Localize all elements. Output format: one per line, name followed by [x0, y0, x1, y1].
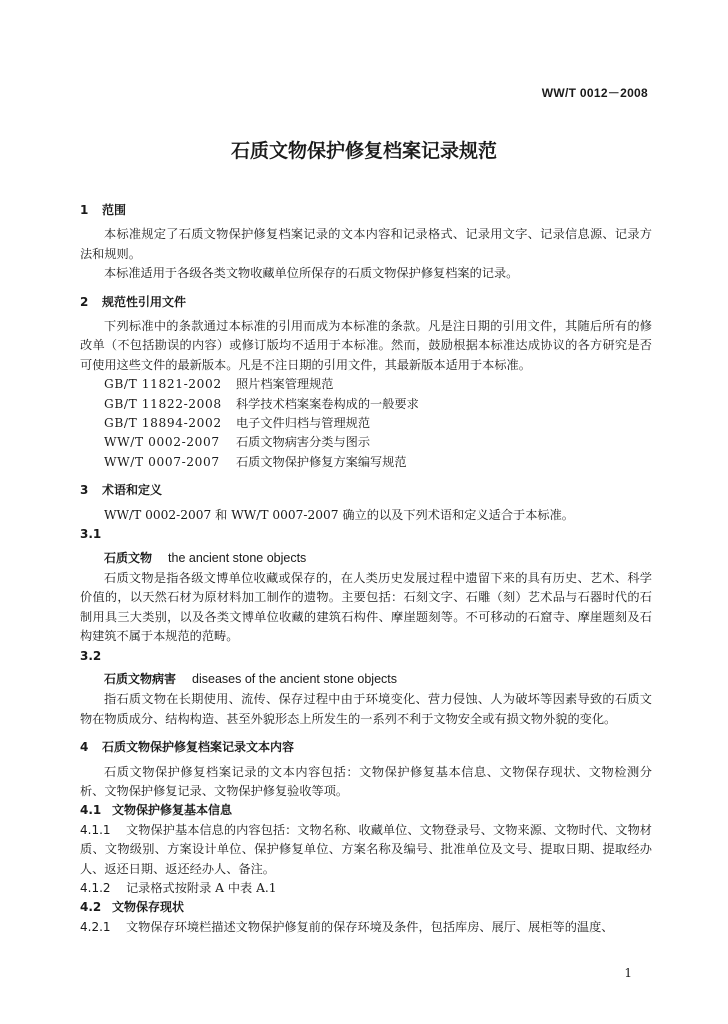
clause-number: 4.1.2	[80, 881, 111, 895]
subsection-heading	[80, 801, 652, 820]
standard-code: WW/T 0012－2008	[541, 86, 648, 100]
term-chinese: 石质文物	[104, 550, 153, 565]
subsection-heading	[80, 898, 652, 917]
term-entry	[104, 549, 652, 568]
section-3-heading	[80, 481, 652, 500]
reference-title: 照片档案管理规范	[236, 377, 334, 392]
reference-item	[104, 453, 652, 472]
reference-code: WW/T 0002-2007	[104, 435, 220, 450]
clause-text: 记录格式按附录 A 中表 A.1	[126, 881, 277, 895]
section-title: 石质文物保护修复档案记录文本内容	[102, 740, 295, 755]
section-title: 术语和定义	[102, 483, 163, 498]
section-1-heading	[80, 201, 652, 220]
paragraph: 下列标准中的条款通过本标准的引用而成为本标准的条款。凡是注日期的引用文件，其随后所有的修改单（不包括勘误的内容）或修订版均不适用于本标准。然而，鼓励根据本标准达成协议的各方研究是否可使用这些文件的最新版本。凡是不注日期的引用文件，其最新版本适用于本标准。	[80, 319, 652, 372]
clause-4-2-1	[80, 918, 652, 937]
page-number: 1	[624, 966, 632, 980]
reference-code: GB/T 11822-2008	[104, 396, 222, 411]
clause-number: 4.1.1	[80, 822, 111, 837]
document-title: 石质文物保护修复档案记录规范	[230, 140, 497, 162]
document-body	[80, 198, 652, 937]
reference-title: 科学技术档案案卷构成的一般要求	[236, 396, 419, 411]
paragraph: 本标准适用于各级各类文物收藏单位所保存的石质文物保护修复档案的记录。	[104, 266, 519, 281]
reference-item	[104, 433, 652, 452]
reference-title: 电子文件归档与管理规范	[236, 416, 371, 431]
term-chinese: 石质文物病害	[104, 671, 177, 686]
paragraph: WW/T 0002-2007 和 WW/T 0007-2007 确立的以及下列术语和定义适合于本标准。	[104, 507, 574, 522]
clause-number: 4.2.1	[80, 919, 111, 934]
subsection-number: 4.2	[80, 900, 102, 915]
clause-4-1-2	[80, 879, 652, 898]
clause-text: 文物保护基本信息的内容包括：文物名称、收藏单位、文物登录号、文物来源、文物时代、文物材质、文物级别、方案设计单位、保护修复单位、方案名称及编号、批准单位及文号、提取日期、提取经办人、返还日期、返还经办人、备注。	[80, 822, 652, 876]
term-english: diseases of the ancient stone objects	[192, 671, 398, 686]
term-definition: 指石质文物在长期使用、流传、保存过程中由于环境变化、营力侵蚀、人为破坏等因素导致的石质文物在物质成分、结构构造、甚至外貌形态上所发生的一系列不利于文物安全或有损文物外貌的变化。	[80, 692, 652, 726]
section-4-heading	[80, 738, 652, 757]
reference-title: 石质文物保护修复方案编写规范	[236, 454, 407, 469]
reference-item	[104, 395, 652, 414]
reference-code: GB/T 11821-2002	[104, 377, 222, 392]
subsection-title: 文物保护修复基本信息	[112, 803, 233, 818]
section-number: 4	[80, 740, 89, 755]
reference-item	[104, 375, 652, 394]
section-number: 1	[80, 203, 89, 217]
section-title: 规范性引用文件	[102, 294, 187, 309]
section-title: 范围	[102, 203, 127, 217]
section-2-heading	[80, 293, 652, 312]
section-number: 3	[80, 483, 89, 498]
term-entry	[104, 670, 652, 689]
clause-text: 文物保存环境栏描述文物保护修复前的保存环境及条件，包括库房、展厅、展柜等的温度、	[126, 919, 614, 934]
paragraph: 石质文物保护修复档案记录的文本内容包括：文物保护修复基本信息、文物保存现状、文物检测分析、文物保护修复记录、文物保护修复验收等项。	[80, 764, 652, 798]
section-number: 2	[80, 294, 89, 309]
term-english: the ancient stone objects	[168, 550, 307, 565]
clause-4-1-1	[80, 821, 652, 879]
reference-item	[104, 414, 652, 433]
clause-number: 3.2	[80, 648, 102, 663]
subsection-number: 4.1	[80, 803, 102, 818]
term-definition: 石质文物是指各级文博单位收藏或保存的，在人类历史发展过程中遗留下来的具有历史、艺术、科学价值的，以天然石材为原材料加工制作的遗物。主要包括：石刻文字、石雕（刻）艺术品与石器时代的石制用具三大类别，以及各类文博单位收藏的建筑石构件、摩崖题刻等。不可移动的石窟寺、摩崖题刻及石构建筑不属于本规范的范畴。	[80, 570, 652, 644]
subsection-title: 文物保存现状	[112, 900, 185, 915]
paragraph: 本标准规定了石质文物保护修复档案记录的文本内容和记录格式、记录用文字、记录信息源、记录方法和规则。	[80, 227, 652, 261]
reference-code: WW/T 0007-2007	[104, 454, 220, 469]
clause-number: 3.1	[80, 527, 102, 542]
reference-code: GB/T 18894-2002	[104, 416, 222, 431]
reference-title: 石质文物病害分类与图示	[236, 435, 371, 450]
